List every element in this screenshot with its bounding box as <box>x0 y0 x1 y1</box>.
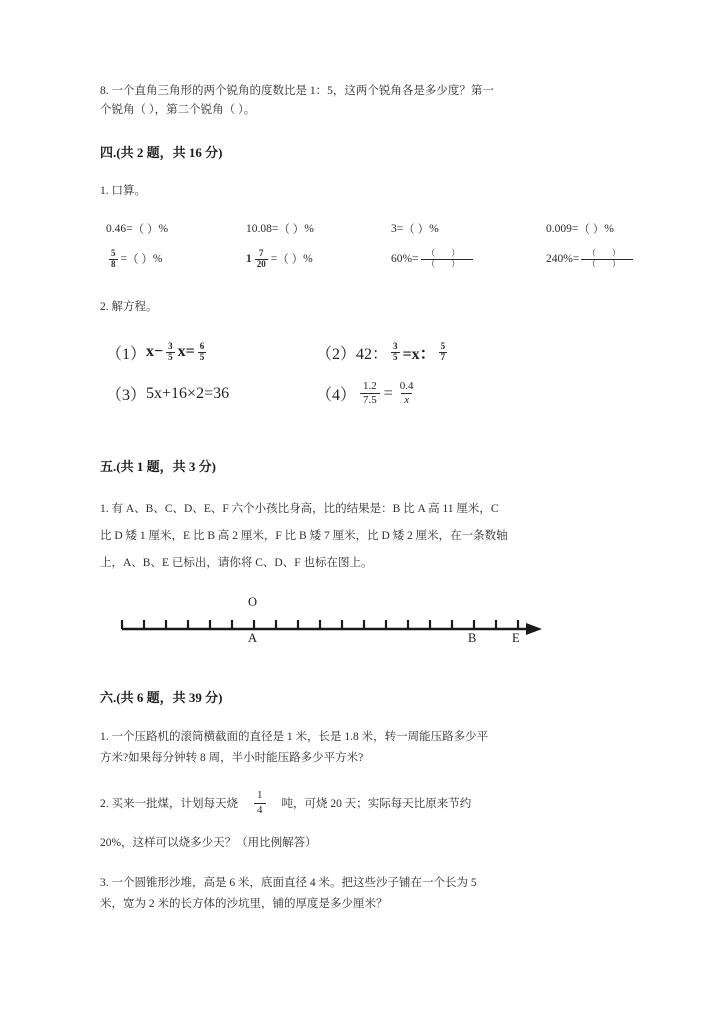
equation-2-fraction-2 <box>439 342 448 362</box>
conv-6-blank: （ ） <box>277 254 304 267</box>
section-6-q3-line-1: 3. 一个圆锥形沙堆，高是 6 米，底面直径 4 米。把这些沙子铺在一个长为 5 <box>100 876 477 889</box>
section-6-question-3 <box>100 873 640 915</box>
number-line-label-o: O <box>248 595 258 610</box>
conv-3-left: 3= <box>391 223 404 235</box>
fraction-denominator: 5 <box>199 351 205 362</box>
equation-3 <box>106 382 316 405</box>
conv-5-equals: = <box>120 253 127 266</box>
question-8 <box>100 82 640 120</box>
equation-2 <box>316 341 576 364</box>
fraction-denominator: 7.5 <box>360 393 380 408</box>
fraction-blank-denominator: （ ） <box>421 259 473 270</box>
conv-item-8 <box>546 249 635 270</box>
question-8-line-1: 8. 一个直角三角形的两个锐角的度数比是 1：5，这两个锐角各是多少度？第一 <box>100 85 494 97</box>
fraction-denominator: 8 <box>111 258 116 269</box>
fraction-denominator: 5 <box>393 351 398 362</box>
equation-4 <box>316 380 576 409</box>
equation-4-label: （4） <box>316 387 357 405</box>
section-5-heading: 五.(共 1 题，共 3 分) <box>100 459 216 475</box>
section-6-q1-line-2: 方米?如果每分钟转 8 周，半小时能压路多少平方米? <box>100 752 364 765</box>
section-5-q1-line-1: 1. 有 A、B、C、D、E、F 六个小孩比身高，比的结果是：B 比 A 高 11 厘米，C <box>100 503 499 516</box>
equation-1-fraction-1 <box>166 342 175 362</box>
mixed-denominator: 20 <box>256 258 266 269</box>
section-5-q1-line-3: 上，A、B、E 已标出，请你将 C、D、F 也标在图上。 <box>100 557 373 570</box>
number-line-label-a: A <box>248 631 258 646</box>
fraction-blank-numerator: （ ） <box>587 248 628 258</box>
conv-item-4 <box>546 221 614 237</box>
fraction-numerator: 5 <box>111 248 116 259</box>
conv-6-unit: % <box>303 253 313 266</box>
fraction-denominator: 5 <box>168 351 173 362</box>
conv-3-blank: （ ） <box>403 224 430 236</box>
conv-4-blank: （ ） <box>578 224 605 236</box>
section-4-problem-2-title: 2. 解方程。 <box>100 300 158 313</box>
fraction-blank-60 <box>421 249 473 270</box>
conv-item-2 <box>246 221 391 237</box>
fraction-numerator: 1.2 <box>363 379 377 392</box>
fraction-numerator: 1 <box>257 789 263 802</box>
fraction-numerator: 5 <box>440 341 446 352</box>
section-5-q1-line-2: 比 D 矮 1 厘米，E 比 B 高 2 厘米，F 比 B 矮 7 厘米，比 D 矮 2 厘米，在一条数轴 <box>100 530 508 543</box>
conv-6-equals: = <box>270 253 278 266</box>
section-6-q3-line-2: 米，宽为 2 米的长方体的沙坑里，铺的厚度是多少厘米？ <box>100 897 388 910</box>
section-6-q2-line-2: 20%，这样可以烧多少天？（用比例解答） <box>100 836 317 849</box>
equation-2-lhs: 42： <box>356 345 389 363</box>
equation-1 <box>106 341 316 364</box>
conv-4-unit: % <box>604 223 614 235</box>
conv-8-left: 240% <box>546 253 573 266</box>
fraction-blank-numerator: （ ） <box>426 248 467 258</box>
conv-item-1 <box>106 221 246 237</box>
conv-1-blank: （ ） <box>132 224 159 236</box>
equation-1-lhs: x− <box>146 343 164 361</box>
equation-row-2 <box>106 380 640 409</box>
conv-item-7 <box>391 249 546 270</box>
equation-2-label: （2） <box>316 345 357 363</box>
conv-2-blank: （ ） <box>278 224 305 236</box>
conv-7-left: 60% <box>391 253 413 266</box>
equation-1-fraction-2 <box>198 342 207 362</box>
conv-item-5 <box>106 249 246 269</box>
equation-3-label: （3） <box>106 387 147 405</box>
section-6-question-1 <box>100 727 640 769</box>
mixed-number-one-and-seven-twentieths <box>246 249 271 269</box>
conv-3-unit: % <box>429 223 439 235</box>
conv-1-unit: % <box>158 223 169 235</box>
number-line-figure <box>108 597 640 661</box>
section-6-heading: 六.(共 6 题，共 39 分) <box>100 690 223 706</box>
section-6-q2-part-b: 吨，可烧 20 天；实际每天比原来节约 <box>281 798 472 811</box>
fraction-numerator: 3 <box>168 341 173 352</box>
fraction-five-eighths <box>109 249 118 269</box>
conv-8-equals: = <box>572 253 580 266</box>
conv-4-left: 0.009= <box>546 223 579 235</box>
equation-1-label: （1） <box>106 345 147 363</box>
conv-item-3 <box>391 221 546 237</box>
equation-row-1 <box>106 341 640 364</box>
page-content <box>100 82 640 915</box>
fraction-denominator: 4 <box>254 803 266 818</box>
fraction-one-quarter <box>254 789 266 818</box>
equation-2-mid: =x： <box>402 345 436 363</box>
mixed-fraction <box>255 249 268 269</box>
conv-5-unit: % <box>152 253 163 266</box>
fraction-numerator: 6 <box>199 341 205 352</box>
equation-3-text: 5x+16×2=36 <box>146 384 230 402</box>
equation-4-equals: = <box>383 384 393 402</box>
number-line-arrow-icon <box>526 623 542 635</box>
percent-conversion-row-2 <box>106 249 640 270</box>
fraction-denominator: 7 <box>440 351 446 362</box>
section-4-problem-1-title: 1. 口算。 <box>100 185 146 197</box>
equation-4-fraction-1 <box>360 380 380 409</box>
conv-7-equals: = <box>412 253 419 266</box>
fraction-blank-denominator: （ ） <box>581 259 633 270</box>
section-5-question-1 <box>100 496 640 577</box>
fraction-denominator: x <box>401 393 412 408</box>
conv-2-unit: % <box>304 223 314 235</box>
section-6-q2-part-a: 2. 买来一批煤，计划每天烧 <box>100 798 238 811</box>
conv-5-blank: （ ） <box>127 254 153 267</box>
fraction-numerator: 0.4 <box>399 379 414 392</box>
question-8-line-2: 个锐角（ ），第二个锐角（ ）。 <box>100 104 256 116</box>
mixed-whole: 1 <box>246 253 252 266</box>
section-4-heading: 四.(共 2 题，共 16 分) <box>100 145 223 160</box>
number-line-ticks <box>122 620 518 629</box>
section-6-question-2-line-1 <box>100 789 640 818</box>
equation-1-mid: x= <box>177 343 195 361</box>
equation-4-fraction-2 <box>397 380 417 409</box>
equation-2-fraction-1 <box>391 342 400 362</box>
section-6-q1-line-1: 1. 一个压路机的滚筒横截面的直径是 1 米，长是 1.8 米，转一周能压路多少平 <box>100 731 489 744</box>
fraction-numerator: 3 <box>393 341 398 352</box>
conv-1-left: 0.46= <box>106 223 133 235</box>
percent-conversion-row-1 <box>106 221 640 237</box>
conv-item-6 <box>246 249 391 269</box>
mixed-numerator: 7 <box>259 248 264 259</box>
fraction-blank-240 <box>581 249 633 270</box>
number-line-label-e: E <box>512 631 520 646</box>
conv-2-left: 10.08= <box>246 223 279 235</box>
number-line-svg <box>108 597 548 657</box>
number-line-label-b: B <box>468 631 477 646</box>
